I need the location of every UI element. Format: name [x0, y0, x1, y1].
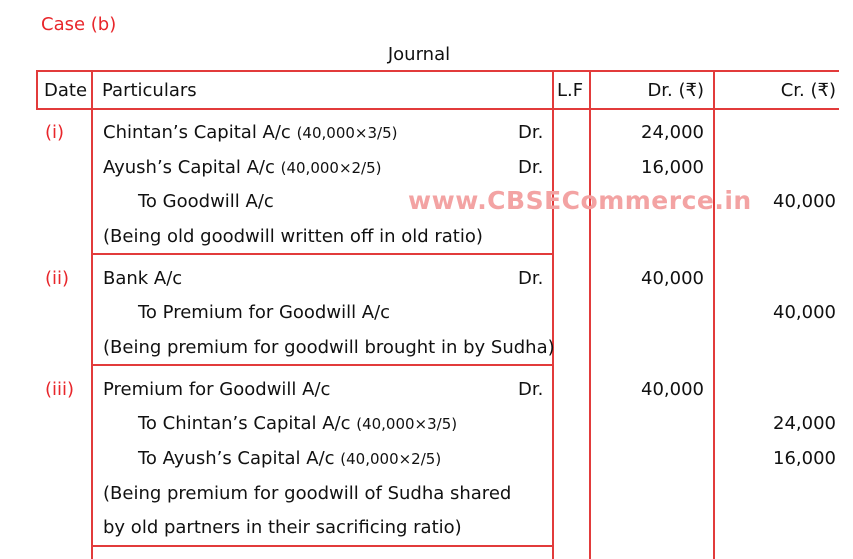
cr-amount: 40,000 [773, 191, 836, 212]
case-label: Case (b) [41, 14, 117, 35]
entry-date: (ii) [45, 268, 70, 289]
dr-amount: 40,000 [641, 379, 704, 400]
particulars-line: To Premium for Goodwill A/c [138, 302, 391, 323]
particulars-line: To Ayush’s Capital A/c (40,000×2/5) [138, 448, 442, 469]
particulars-line: To Chintan’s Capital A/c (40,000×3/5) [138, 413, 458, 434]
cr-amount: 24,000 [773, 413, 836, 434]
particulars-line: Premium for Goodwill A/c [103, 379, 331, 400]
header-lf: L.F [557, 80, 584, 101]
calculation-note: (40,000×2/5) [340, 450, 442, 468]
header-particulars: Particulars [102, 80, 197, 101]
header-cr: Cr. (₹) [780, 80, 836, 101]
narration: (Being old goodwill written off in old ratio) [103, 226, 483, 247]
header-dr: Dr. (₹) [647, 80, 704, 101]
particulars-line: Chintan’s Capital A/c (40,000×3/5) [103, 122, 398, 143]
calculation-note: (40,000×3/5) [356, 415, 458, 433]
dr-amount: 40,000 [641, 268, 704, 289]
particulars-line: Bank A/c [103, 268, 183, 289]
calculation-note: (40,000×3/5) [296, 124, 398, 142]
dr-mark: Dr. [518, 157, 544, 178]
narration: (Being premium for goodwill brought in by Sudha) [103, 337, 555, 358]
header-date: Date [44, 80, 88, 101]
entry-date: (i) [45, 122, 65, 143]
calculation-note: (40,000×2/5) [280, 159, 382, 177]
dr-mark: Dr. [518, 268, 544, 289]
dr-amount: 16,000 [641, 157, 704, 178]
particulars-line: To Goodwill A/c [138, 191, 274, 212]
dr-mark: Dr. [518, 122, 544, 143]
journal-title: Journal [387, 44, 451, 65]
dr-mark: Dr. [518, 379, 544, 400]
particulars-line: Ayush’s Capital A/c (40,000×2/5) [103, 157, 382, 178]
dr-amount: 24,000 [641, 122, 704, 143]
narration: by old partners in their sacrificing ratio) [103, 517, 462, 538]
cr-amount: 16,000 [773, 448, 836, 469]
watermark: www.CBSECommerce.in [408, 186, 752, 215]
narration: (Being premium for goodwill of Sudha shared [103, 483, 512, 504]
cr-amount: 40,000 [773, 302, 836, 323]
entry-date: (iii) [45, 379, 75, 400]
